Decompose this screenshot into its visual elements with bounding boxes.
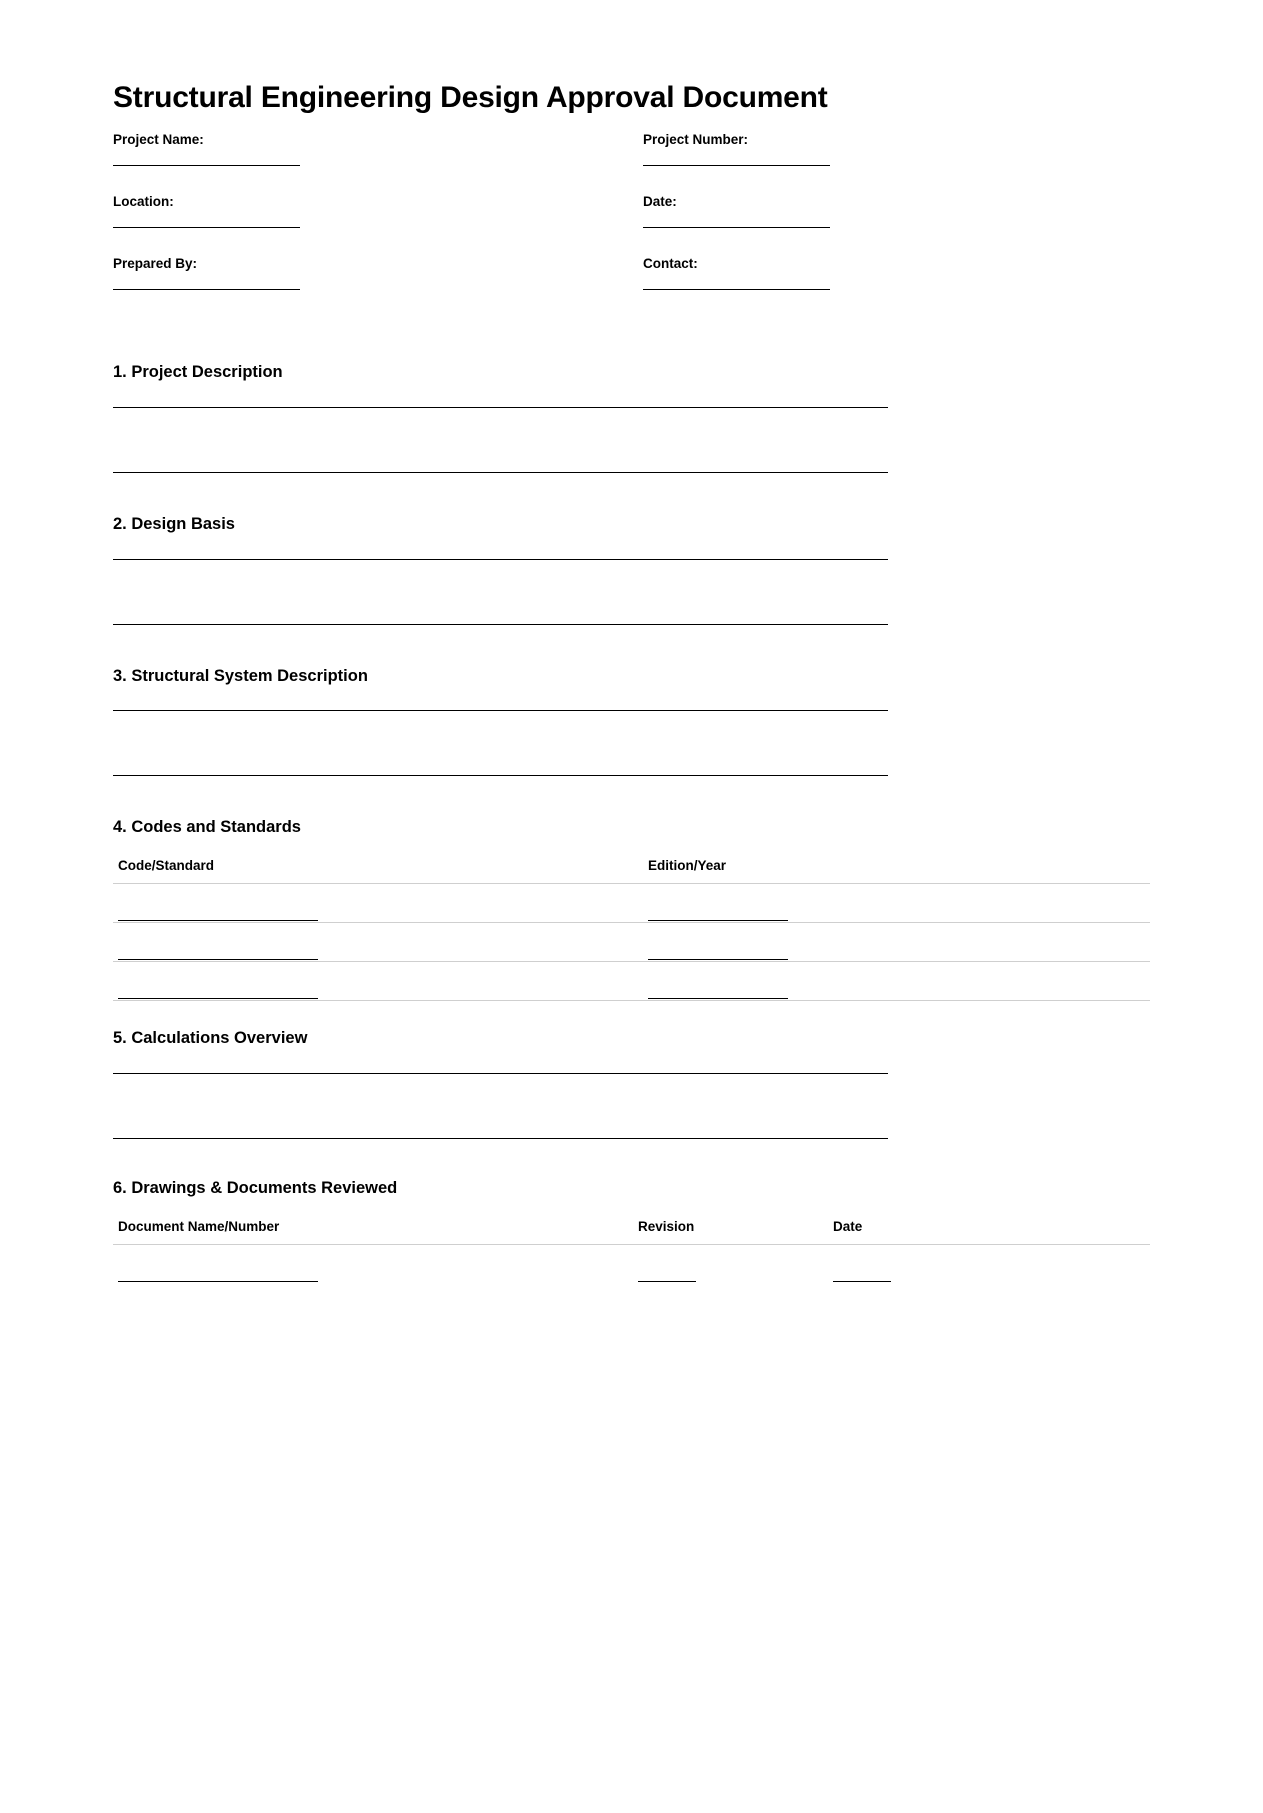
section-heading-6: 6. Drawings & Documents Reviewed xyxy=(113,1178,398,1197)
field-location xyxy=(113,195,300,228)
section-heading-2: 2. Design Basis xyxy=(113,514,235,533)
field-contact xyxy=(643,257,830,290)
page-title: Structural Engineering Design Approval Document xyxy=(113,81,828,114)
field-project-number xyxy=(643,133,830,166)
field-input-date[interactable] xyxy=(643,227,830,228)
write-line[interactable] xyxy=(113,624,888,625)
input-blank[interactable] xyxy=(648,920,788,921)
field-input-contact[interactable] xyxy=(643,289,830,290)
section-project-description xyxy=(113,363,1153,473)
header-fields-block xyxy=(113,133,1153,319)
cell-edition-year[interactable] xyxy=(643,923,1150,962)
input-blank[interactable] xyxy=(118,998,318,999)
section-5-write-area xyxy=(113,1073,1153,1139)
table-row xyxy=(113,923,1150,962)
field-input-location[interactable] xyxy=(113,227,300,228)
section-drawings-documents-reviewed xyxy=(113,1179,1153,1283)
cell-code-standard[interactable] xyxy=(113,884,643,923)
section-structural-system-description xyxy=(113,667,1153,777)
column-header-code-standard: Code/Standard xyxy=(113,858,643,884)
section-heading-1: 1. Project Description xyxy=(113,363,283,381)
field-label-location: Location: xyxy=(113,194,174,209)
cell-code-standard[interactable] xyxy=(113,923,643,962)
field-input-project-number[interactable] xyxy=(643,165,830,166)
field-input-prepared-by[interactable] xyxy=(113,289,300,290)
cell-document-name-number[interactable] xyxy=(113,1244,633,1283)
column-header-date: Date xyxy=(828,1219,1150,1245)
section-heading-5: 5. Calculations Overview xyxy=(113,1029,308,1048)
input-blank[interactable] xyxy=(118,959,318,960)
section-calculations-overview xyxy=(113,1029,1153,1139)
field-date xyxy=(643,195,830,228)
header-field-row xyxy=(113,195,1153,257)
table-row xyxy=(113,962,1150,1001)
write-line[interactable] xyxy=(113,1073,888,1074)
input-blank[interactable] xyxy=(638,1281,696,1282)
column-header-edition-year: Edition/Year xyxy=(643,858,1150,884)
header-field-row xyxy=(113,257,1153,319)
cell-code-standard[interactable] xyxy=(113,962,643,1001)
field-input-project-name[interactable] xyxy=(113,165,300,166)
field-project-name xyxy=(113,133,300,166)
cell-edition-year[interactable] xyxy=(643,884,1150,923)
write-line[interactable] xyxy=(113,472,888,473)
write-line[interactable] xyxy=(113,559,888,560)
table-header-row xyxy=(113,1219,1150,1245)
section-codes-and-standards xyxy=(113,818,1153,1001)
write-line[interactable] xyxy=(113,710,888,711)
input-blank[interactable] xyxy=(648,959,788,960)
section-3-write-area xyxy=(113,710,1153,776)
section-1-write-area xyxy=(113,407,1153,473)
write-line[interactable] xyxy=(113,1138,888,1139)
input-blank[interactable] xyxy=(118,920,318,921)
input-blank[interactable] xyxy=(648,998,788,999)
cell-revision[interactable] xyxy=(633,1244,828,1283)
document-content xyxy=(113,0,1153,1283)
drawings-documents-table xyxy=(113,1219,1150,1283)
field-label-prepared-by: Prepared By: xyxy=(113,256,198,271)
cell-edition-year[interactable] xyxy=(643,962,1150,1001)
field-label-project-name: Project Name: xyxy=(113,132,204,147)
field-label-contact: Contact: xyxy=(643,256,698,271)
column-header-document-name-number: Document Name/Number xyxy=(113,1219,633,1245)
section-design-basis xyxy=(113,515,1153,625)
write-line[interactable] xyxy=(113,775,888,776)
write-line[interactable] xyxy=(113,407,888,408)
codes-and-standards-table xyxy=(113,858,1150,1001)
field-prepared-by xyxy=(113,257,300,290)
input-blank[interactable] xyxy=(118,1281,318,1282)
column-header-revision: Revision xyxy=(633,1219,828,1245)
cell-date[interactable] xyxy=(828,1244,1150,1283)
field-label-project-number: Project Number: xyxy=(643,132,749,147)
section-2-write-area xyxy=(113,559,1153,625)
section-heading-3: 3. Structural System Description xyxy=(113,666,368,685)
table-row xyxy=(113,884,1150,923)
section-heading-4: 4. Codes and Standards xyxy=(113,818,301,837)
header-field-row xyxy=(113,133,1153,195)
input-blank[interactable] xyxy=(833,1281,891,1282)
table-row xyxy=(113,1244,1150,1283)
field-label-date: Date: xyxy=(643,194,677,209)
table-header-row xyxy=(113,858,1150,884)
